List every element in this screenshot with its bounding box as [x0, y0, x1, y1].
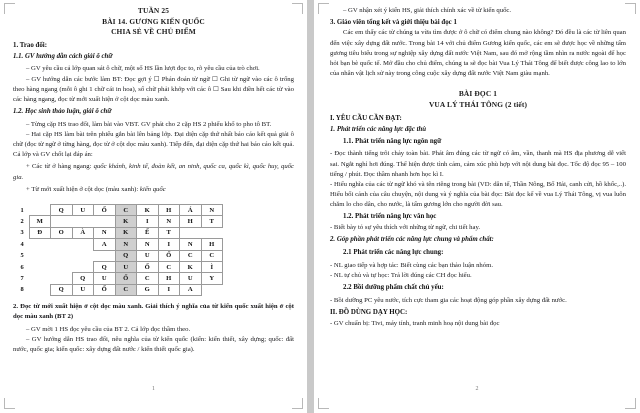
crossword-row-number: 4 [20, 240, 24, 248]
crossword-row [19, 284, 223, 295]
crossword-cell[interactable]: T [158, 227, 180, 238]
crossword-cell[interactable]: Đ [29, 227, 51, 238]
answer-column-line [13, 185, 294, 195]
crossword-cell[interactable]: Ố [94, 205, 116, 216]
requirements-heading: I. YÊU CẦU CẦN ĐẠT: [330, 114, 402, 122]
section-2-heading: 2. Đọc từ mới xuất hiện ở cột dọc màu xanh. Giải thích ý nghĩa của từ kiến quốc xuất hiện ở cột dọc màu xanh (BT 2) [13, 303, 294, 321]
crossword-empty-cell[interactable] [29, 273, 51, 284]
crossword-empty-cell[interactable] [51, 273, 73, 284]
bullet-1-2-b: – Hai cặp HS làm bài trên phiếu gắn bài lên bảng lớp. Đại diện cặp thứ nhất báo cáo kết quả giải ô chữ (đọc từ ngữ ở từng hàng, đọc từ ở cột dọc màu xanh). Tiếp đến, đại diện cặp thứ hai báo cáo kết quả. Cả lớp và GV chốt lại đáp án: [13, 130, 294, 159]
crossword-empty-cell[interactable] [72, 216, 94, 227]
item-2-heading: 2. Góp phần phát triển các năng lực chung và phẩm chất: [330, 236, 494, 244]
page-left [0, 0, 307, 413]
item-1-1-heading: 1.1. Phát triển năng lực ngôn ngữ [343, 137, 442, 145]
answer-rows-label: + Các từ ở hàng ngang: [26, 163, 94, 171]
crossword-empty-cell[interactable] [51, 250, 73, 261]
crossword-row-number: 7 [20, 275, 24, 283]
teaching-tools-bullet-a: - GV chuẩn bị: Tivi, máy tính, tranh minh hoạ nội dung bài đọc [330, 319, 500, 327]
item-2-2-heading: 2.2 Bồi dưỡng phẩm chất chủ yếu: [343, 284, 444, 292]
crossword-cell[interactable]: M [29, 216, 51, 227]
crossword-cell[interactable]: C [180, 250, 202, 261]
answer-rows-line [13, 162, 294, 182]
item-1-1-bullet-a: - Đọc thành tiếng trôi chảy toàn bài. Phát âm đúng các từ ngữ có âm, vần, thanh mà HS địa phương dễ viết sai. Ngắt nghỉ hơi đúng. Thể hiện được tình cảm, cảm xúc phù hợp với nội dung bài đọc. Tốc độ đọc 95 – 100 tiếng / phút. Đọc thầm nhanh hơn học kì I. [330, 150, 626, 178]
crossword-row [19, 250, 223, 261]
bullet-2-a: – GV mời 1 HS đọc yêu cầu của BT 2. Cả lớp đọc thầm theo. [26, 325, 191, 333]
bullet-1-1-b: – GV hướng dẫn các bước làm BT: Đọc gợi ý ☐ Phán đoán từ ngữ ☐ Ghi từ ngữ vào các ô trống theo hàng ngang (mỗi ô ghi 1 chữ cái in hoa), số chữ phải khớp với các ô ☐ Sau khi điền hết các từ vào các hàng ngang, đọc từ mới xuất hiện ở cột dọc màu xanh. [13, 75, 294, 103]
crossword-cell[interactable]: N [201, 205, 223, 216]
crossword-cell[interactable]: H [158, 205, 180, 216]
crossword-cell[interactable]: Ố [158, 250, 180, 261]
crossword-row [19, 261, 223, 272]
crossword-cell[interactable]: U [115, 261, 137, 272]
item-1-2-heading: 1.2. Phát triển năng lực văn học [343, 213, 437, 221]
crossword-empty-cell[interactable] [72, 239, 94, 250]
crossword-cell[interactable]: Ì [201, 261, 223, 272]
page-right [314, 0, 640, 413]
crossword-row-number: 2 [20, 218, 24, 226]
teaching-tools-heading: II. ĐỒ DÙNG DẠY HỌC: [330, 308, 408, 316]
item-2-2-bullet-a: - Bồi dưỡng PC yêu nước, tích cực tham gia các hoạt động góp phần xây dựng đất nước. [330, 296, 567, 304]
right-top-bullet: – GV nhận xét ý kiến HS, giải thích chính xác về từ kiến quốc. [343, 7, 512, 14]
crossword-empty-cell[interactable] [180, 227, 202, 238]
item-1-2-bullet-a: - Biết bày tỏ sự yêu thích với những từ ngữ, chi tiết hay. [330, 224, 481, 232]
bullet-1-2-a: – Từng cặp HS trao đổi, làm bài vào VBT. GV phát cho 2 cặp HS 2 phiếu khổ to pho tô BT. [26, 120, 272, 128]
lesson-subtitle: CHIA SẺ VỀ CHỦ ĐIỂM [111, 27, 196, 37]
crossword-cell[interactable]: Q [72, 273, 94, 284]
section-3-heading: 3. Giáo viên tổng kết và giới thiệu bài đọc 1 [330, 18, 457, 26]
section-1-heading: 1. Trao đổi: [13, 42, 48, 50]
crossword-empty-cell[interactable] [201, 284, 223, 295]
crossword-cell[interactable]: I [158, 284, 180, 295]
week-title: TUẦN 25 [137, 6, 170, 15]
page-number-right: 2 [475, 386, 479, 392]
crossword-cell[interactable]: Ố [94, 284, 116, 295]
crossword-cell[interactable]: H [180, 216, 202, 227]
crossword-cell[interactable]: K [137, 205, 159, 216]
crossword-cell[interactable]: Ố [137, 261, 159, 272]
crossword-cell[interactable]: Q [115, 250, 137, 261]
crossword-cell[interactable]: U [72, 205, 94, 216]
crossword-empty-cell[interactable] [29, 250, 51, 261]
crossword-empty-cell[interactable] [72, 250, 94, 261]
crossword-empty-cell[interactable] [94, 250, 116, 261]
crossword-empty-cell[interactable] [51, 216, 73, 227]
crossword-cell[interactable]: C [137, 273, 159, 284]
crossword-row-number: 3 [20, 229, 24, 237]
crossword-cell[interactable]: À [72, 227, 94, 238]
crossword-cell[interactable]: Ế [137, 227, 159, 238]
crossword-cell[interactable]: C [115, 205, 137, 216]
section-1-1-heading: 1.1. GV hướng dẫn cách giải ô chữ [13, 52, 113, 60]
crossword-cell[interactable]: Á [180, 205, 202, 216]
crossword-cell[interactable]: Ố [115, 273, 137, 284]
crossword-cell[interactable]: I [137, 216, 159, 227]
item-2-1-bullet-a: - NL giao tiếp và hợp tác: Biết cùng các bạn thảo luận nhóm. [330, 261, 493, 269]
crossword-row [19, 216, 223, 227]
crossword-empty-cell[interactable] [94, 216, 116, 227]
crossword-cell[interactable]: A [180, 284, 202, 295]
item-2-1-bullet-b: - NL tự chủ và tự học: Trả lời đúng các CH đọc hiểu. [330, 271, 472, 279]
crossword-cell[interactable]: I [158, 239, 180, 250]
crossword-cell[interactable]: C [115, 284, 137, 295]
crossword-empty-cell[interactable] [201, 227, 223, 238]
crossword-cell[interactable]: C [201, 250, 223, 261]
crossword-cell[interactable]: U [137, 250, 159, 261]
crossword-cell[interactable]: H [201, 239, 223, 250]
crossword-cell[interactable]: N [180, 239, 202, 250]
reading-title: BÀI ĐỌC 1 [458, 89, 498, 99]
bullet-1-1-a: – GV yêu cầu cả lớp quan sát ô chữ, một số HS lần lượt đọc to, rõ yêu cầu của trò chơi. [26, 65, 260, 73]
lesson-title: BÀI 14. GƯƠNG KIẾN QUỐC [102, 16, 205, 26]
crossword-cell[interactable]: C [158, 261, 180, 272]
crossword-cell[interactable]: U [72, 284, 94, 295]
crossword-wrapper [13, 204, 294, 296]
crossword-row [19, 205, 223, 216]
crossword-cell[interactable]: K [180, 261, 202, 272]
page-number-left: 1 [152, 386, 155, 392]
crossword-row-number: 1 [20, 206, 24, 214]
crossword-empty-cell[interactable] [29, 284, 51, 295]
answer-rows-words: quốc khánh, kinh tế, đoàn kết, an ninh, quốc ca, quốc kì, quốc huy, quốc gia. [13, 163, 294, 181]
crossword-row [19, 239, 223, 250]
crossword-cell[interactable]: O [51, 227, 73, 238]
crossword-row [19, 273, 223, 284]
crossword-empty-cell[interactable] [29, 239, 51, 250]
crossword-cell[interactable]: Q [94, 261, 116, 272]
crossword-row-number: 5 [20, 252, 24, 260]
crossword-empty-cell[interactable] [51, 239, 73, 250]
crossword-cell[interactable]: H [158, 273, 180, 284]
crossword-cell[interactable]: N [94, 227, 116, 238]
answer-column-word: kiến quốc [139, 185, 166, 193]
crossword-empty-cell[interactable] [51, 261, 73, 272]
crossword-cell[interactable]: N [115, 239, 137, 250]
crossword-cell[interactable]: K [115, 227, 137, 238]
section-3-paragraph: Các em thấy các từ chúng ta vừa tìm được ở ô chữ có điểm chung nào không? Đó đều là các từ liên quan đến việc xây dựng đất nước. Trong bài 14 với chủ điểm Gương kiến quốc, các em sẽ được học về những tấm gương tiêu biểu trong sự nghiệp xây dựng đất nước Việt Nam, sau đó mở rộng tầm nhìn ra nước ngoài để học hỏi bạn bè quốc tế. Mở đầu cho chủ điểm, chúng ta sẽ đọc bài Vua Lý Thái Tông để biết được công lao to lớn của nhân vật lịch sử này trong công cuộc xây dựng đất nước Việt Nam giàu mạnh. [330, 29, 626, 78]
crossword-cell[interactable]: T [201, 216, 223, 227]
crossword-cell[interactable]: N [137, 239, 159, 250]
crossword-cell[interactable]: Q [51, 205, 73, 216]
crossword-cell[interactable]: U [94, 273, 116, 284]
crossword-cell[interactable]: N [158, 216, 180, 227]
item-1-1-bullet-b: - Hiểu nghĩa của các từ ngữ khó và tên riêng trong bài (VD: dân tế, Thần Nông, Bố Hải, canh cửi, hồ khốc,..). Hiểu bối cảnh của câu chuyện, nội dung và ý nghĩa của bài đọc: Bài đọc kể về vua Lý Thái Tông, vị vua luôn chăm lo cho dân, cho nước, là tấm gương lớn cho người đời sau. [330, 180, 626, 209]
item-2-1-heading: 2.1 Phát triển các năng lực chung: [343, 248, 444, 256]
crossword-cell[interactable]: G [137, 284, 159, 295]
crossword-row-number: 6 [20, 263, 24, 271]
item-1-heading: 1. Phát triển các năng lực đặc thù [330, 125, 427, 133]
crossword-row-number: 8 [20, 286, 24, 294]
crossword-grid[interactable] [19, 204, 223, 296]
crossword-cell[interactable]: A [94, 239, 116, 250]
crossword-empty-cell[interactable] [29, 205, 51, 216]
answer-column-label: + Từ mới xuất hiện ở cột dọc (màu xanh): [26, 185, 140, 193]
crossword-empty-cell[interactable] [72, 261, 94, 272]
bullet-2-b: – GV hướng dẫn HS trao đổi, nêu nghĩa của từ kiến quốc (kiến: kiến thiết, xây dựng; quốc: đất nước, quốc gia; kiến quốc: xây dựng đất nước / kiến thiết quốc gia). [13, 335, 294, 353]
crossword-cell[interactable]: U [180, 273, 202, 284]
reading-name: VUA LÝ THÁI TÔNG (2 tiết) [428, 99, 528, 109]
crossword-cell[interactable]: Y [201, 273, 223, 284]
crossword-cell[interactable]: Q [51, 284, 73, 295]
section-1-2-heading: 1.2. Học sinh thảo luận, giải ô chữ [13, 108, 112, 116]
crossword-empty-cell[interactable] [29, 261, 51, 272]
crossword-cell[interactable]: K [115, 216, 137, 227]
crossword-row [19, 227, 223, 238]
